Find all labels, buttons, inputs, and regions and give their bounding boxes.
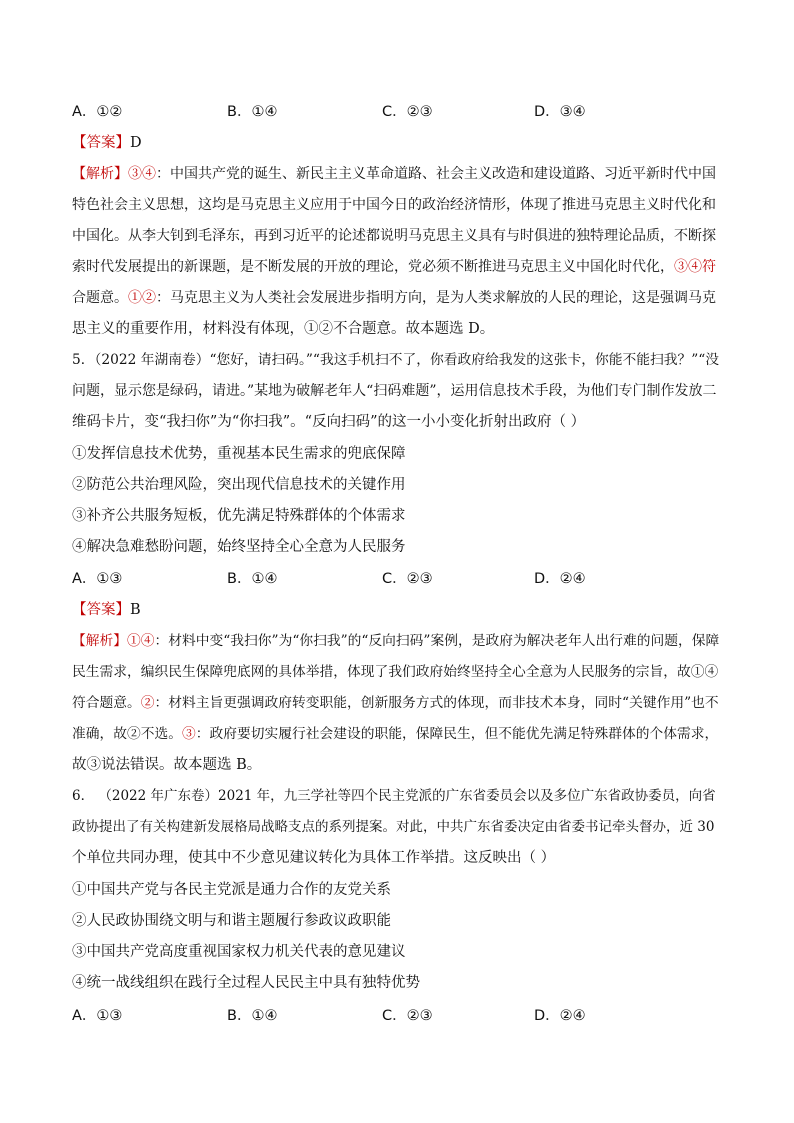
q5-analysis-line-3 — [72, 693, 724, 713]
q5-analysis-red-a: ①④ — [127, 633, 155, 649]
q5-choice-2: ②防范公共治理风险，突出现代信息技术的关键作用 — [72, 477, 406, 493]
q6-stem-line-1: 6． （2022 年广东卷）2021 年，九三学社等四个民主党派的广东省委员会以及多位广东省政协委员，向省 — [72, 788, 716, 804]
q5-answer — [72, 600, 724, 620]
q4-analysis-text-5: 合题意。 — [72, 290, 128, 306]
q4-analysis-line-6 — [72, 319, 724, 339]
q6-stem-line-3: 个单位共同办理，使其中不少意见建议转化为具体工作举措。这反映出（ ） — [72, 850, 556, 866]
q5-answer-value: B — [130, 602, 141, 618]
q5-analysis-text-1: ：材料中变“我扫你”为“你扫我”的“反向扫码”案例，是政府为解决老年人出行难的问题，保障 — [154, 633, 720, 649]
q6-option-b[interactable]: B．①④ — [227, 1008, 278, 1024]
q6-stem-line-2: 政协提出了有关构建新发展格局战略支点的系列提案。对此，中共广东省委决定由省委书记牵头督办，近 30 — [72, 819, 715, 835]
q4-analysis-text-3: 中国化。从李大钊到毛泽东，再到习近平的论述都说明马克思主义具有与时俱进的独特理论品质，不断探 — [72, 228, 716, 244]
q5-option-a[interactable]: A．①③ — [72, 571, 123, 587]
q5-analysis-text-4b: ：政府要切实履行社会建设的职能，保障民生，但不能优先满足特殊群体的个体需求， — [195, 726, 719, 742]
q5-option-c[interactable]: C．②③ — [382, 571, 433, 587]
q5-answer-label: 【答案】 — [72, 602, 130, 618]
q5-stem-line-2: 问题，显示您是绿码，请进。”某地为破解老年人“扫码难题”，运用信息技术手段，为他们专门制作发放二 — [72, 383, 717, 399]
q4-analysis-text-1: ：中国共产党的诞生、新民主主义革命道路、社会主义改造和建设道路、习近平新时代中国 — [156, 166, 716, 182]
q5-analysis-text-3a: 符合题意。 — [72, 695, 141, 711]
q5-choice-4: ④解决急难愁盼问题，始终坚持全心全意为人民服务 — [72, 539, 406, 555]
q4-analysis-red-a: ③④ — [128, 166, 156, 182]
q5-analysis-text-4a: 准确，故②不选。 — [72, 726, 183, 742]
q4-answer — [72, 133, 724, 153]
q6-choice-1: ①中国共产党与各民主党派是通力合作的友党关系 — [72, 882, 391, 898]
q6-choice-4: ④统一战线组织在践行全过程人民民主中具有独特优势 — [72, 975, 420, 991]
q5-analysis-line-1 — [72, 631, 724, 651]
q4-analysis-label: 【解析】 — [72, 166, 128, 182]
q4-analysis-text-2: 特色社会主义思想，这均是马克思主义应用于中国今日的政治经济情形，体现了推进马克思主义时代化和 — [72, 197, 716, 213]
q4-analysis-text-4: 索时代发展提出的新课题，是不断发展的开放的理论，党必须不断推进马克思主义中国化时代化， — [72, 259, 674, 275]
q4-analysis-text-6: 思主义的重要作用，材料没有体现，①②不合题意。故本题选 D。 — [72, 321, 495, 337]
q6-choice-2: ②人民政协围绕文明与和谐主题履行参政议政职能 — [72, 913, 391, 929]
q4-options — [72, 102, 724, 122]
q4-analysis-line-3 — [72, 226, 724, 246]
q4-option-c[interactable]: C．②③ — [382, 104, 433, 120]
q5-stem-line-1: 5．（2022 年湖南卷）“您好，请扫码。”“我这手机扫不了，你看政府给我发的这张卡，你能不能扫我？”“没 — [72, 352, 720, 368]
q6-option-c[interactable]: C．②③ — [382, 1008, 433, 1024]
q5-option-b[interactable]: B．①④ — [227, 571, 278, 587]
q4-analysis-red-c: ①② — [128, 290, 156, 306]
q4-answer-value: D — [130, 135, 142, 151]
q5-options — [72, 569, 724, 589]
q4-option-a[interactable]: A．①② — [72, 104, 123, 120]
q4-analysis-line-4 — [72, 257, 724, 277]
q5-analysis-red-c: ③ — [182, 726, 196, 742]
q5-choice-3: ③补齐公共服务短板，优先满足特殊群体的个体需求 — [72, 508, 406, 524]
q5-stem-line-3: 维码卡片，变“我扫你”为“你扫我”。“反向扫码”的这一小小变化折射出政府（ ） — [72, 414, 586, 430]
q6-choice-3: ③中国共产党高度重视国家权力机关代表的意见建议 — [72, 944, 406, 960]
q6-option-a[interactable]: A．①③ — [72, 1008, 123, 1024]
q6-options — [72, 1006, 724, 1026]
q4-answer-label: 【答案】 — [72, 135, 130, 151]
q4-analysis-line-2 — [72, 195, 724, 215]
q5-analysis-line-2: 民生需求，编织民生保障兜底网的具体举措，体现了我们政府始终坚持全心全意为人民服务的宗旨，故①④ — [72, 664, 719, 680]
q6-option-d[interactable]: D．②④ — [534, 1008, 586, 1024]
q5-analysis-line-4 — [72, 724, 724, 744]
q5-analysis-line-5: 故③说法错误。故本题选 B。 — [72, 757, 262, 773]
q4-analysis-line-5 — [72, 288, 724, 308]
q5-analysis-red-b: ② — [140, 695, 155, 711]
q5-option-d[interactable]: D．②④ — [534, 571, 586, 587]
q4-analysis-text-5b: ：马克思主义为人类社会发展进步指明方向，是为人类求解放的人民的理论，这是强调马克 — [156, 290, 716, 306]
q4-option-b[interactable]: B．①④ — [227, 104, 278, 120]
q4-analysis-red-b: ③④符 — [674, 259, 716, 275]
q5-analysis-label: 【解析】 — [72, 633, 128, 649]
q4-analysis-line-1 — [72, 164, 724, 184]
q5-choice-1: ①发挥信息技术优势，重视基本民生需求的兜底保障 — [72, 446, 406, 462]
q5-analysis-text-3b: ：材料主旨更强调政府转变职能，创新服务方式的体现，而非技术本身，同时“关键作用”也不 — [154, 695, 719, 711]
q4-option-d[interactable]: D．③④ — [534, 104, 586, 120]
